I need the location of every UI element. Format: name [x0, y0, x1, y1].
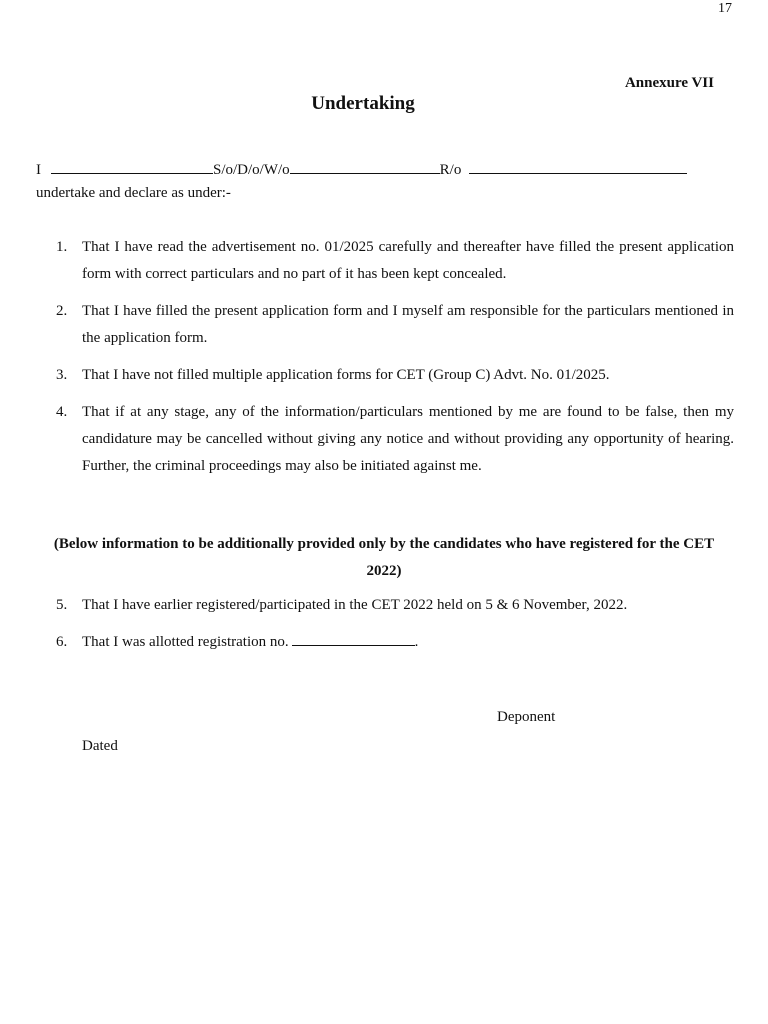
residence-blank[interactable] [469, 159, 687, 174]
page-title: Undertaking [311, 93, 415, 114]
deponent-label: Deponent [497, 709, 556, 725]
relation-label: S/o/D/o/W/o [213, 162, 290, 178]
list-item [56, 592, 734, 619]
item-text-row [82, 629, 734, 656]
page-number: 17 [718, 1, 732, 16]
item-suffix: . [414, 634, 419, 650]
item-number: 5. [56, 597, 68, 613]
declaration-prefix: I [36, 162, 41, 178]
annexure-label: Annexure VII [624, 75, 714, 91]
list-item [56, 362, 734, 389]
residence-label: R/o [439, 162, 462, 178]
list-item [56, 399, 734, 480]
registration-no-blank[interactable] [292, 631, 415, 646]
relation-name-blank[interactable] [290, 159, 440, 174]
list-item [56, 298, 734, 352]
item-number: 3. [56, 367, 68, 383]
list-item [56, 234, 734, 288]
item-text: That I have filled the present application form and I myself am responsible for the particulars mentioned in the application form. [82, 303, 734, 346]
item-text: That I have earlier registered/participated in the CET 2022 held on 5 & 6 November, 2022. [82, 597, 628, 613]
declaration-line [36, 159, 687, 179]
item-text: That I have read the advertisement no. 01/2025 carefully and thereafter have filled the present application form with correct particulars and no part of it has been kept concealed. [82, 239, 734, 282]
list-item [56, 629, 734, 656]
declaration-intro: undertake and declare as under:- [36, 185, 231, 201]
item-text: That I was allotted registration no. [82, 634, 289, 650]
dated-label: Dated [82, 738, 118, 754]
item-text: That if at any stage, any of the information/particulars mentioned by me are found to be false, then my candidature may be cancelled without giving any notice and without providing any opportunity of hearing. Further, the criminal proceedings may also be initiated against me. [82, 404, 734, 474]
item-number: 1. [56, 239, 68, 255]
item-number: 6. [56, 634, 68, 650]
name-blank[interactable] [51, 159, 213, 174]
item-text: That I have not filled multiple application forms for CET (Group C) Advt. No. 01/2025. [82, 367, 610, 383]
item-number: 4. [56, 404, 68, 420]
item-number: 2. [56, 303, 68, 319]
additional-info-note: (Below information to be additionally provided only by the candidates who have registered for the CET 2022) [53, 536, 715, 579]
